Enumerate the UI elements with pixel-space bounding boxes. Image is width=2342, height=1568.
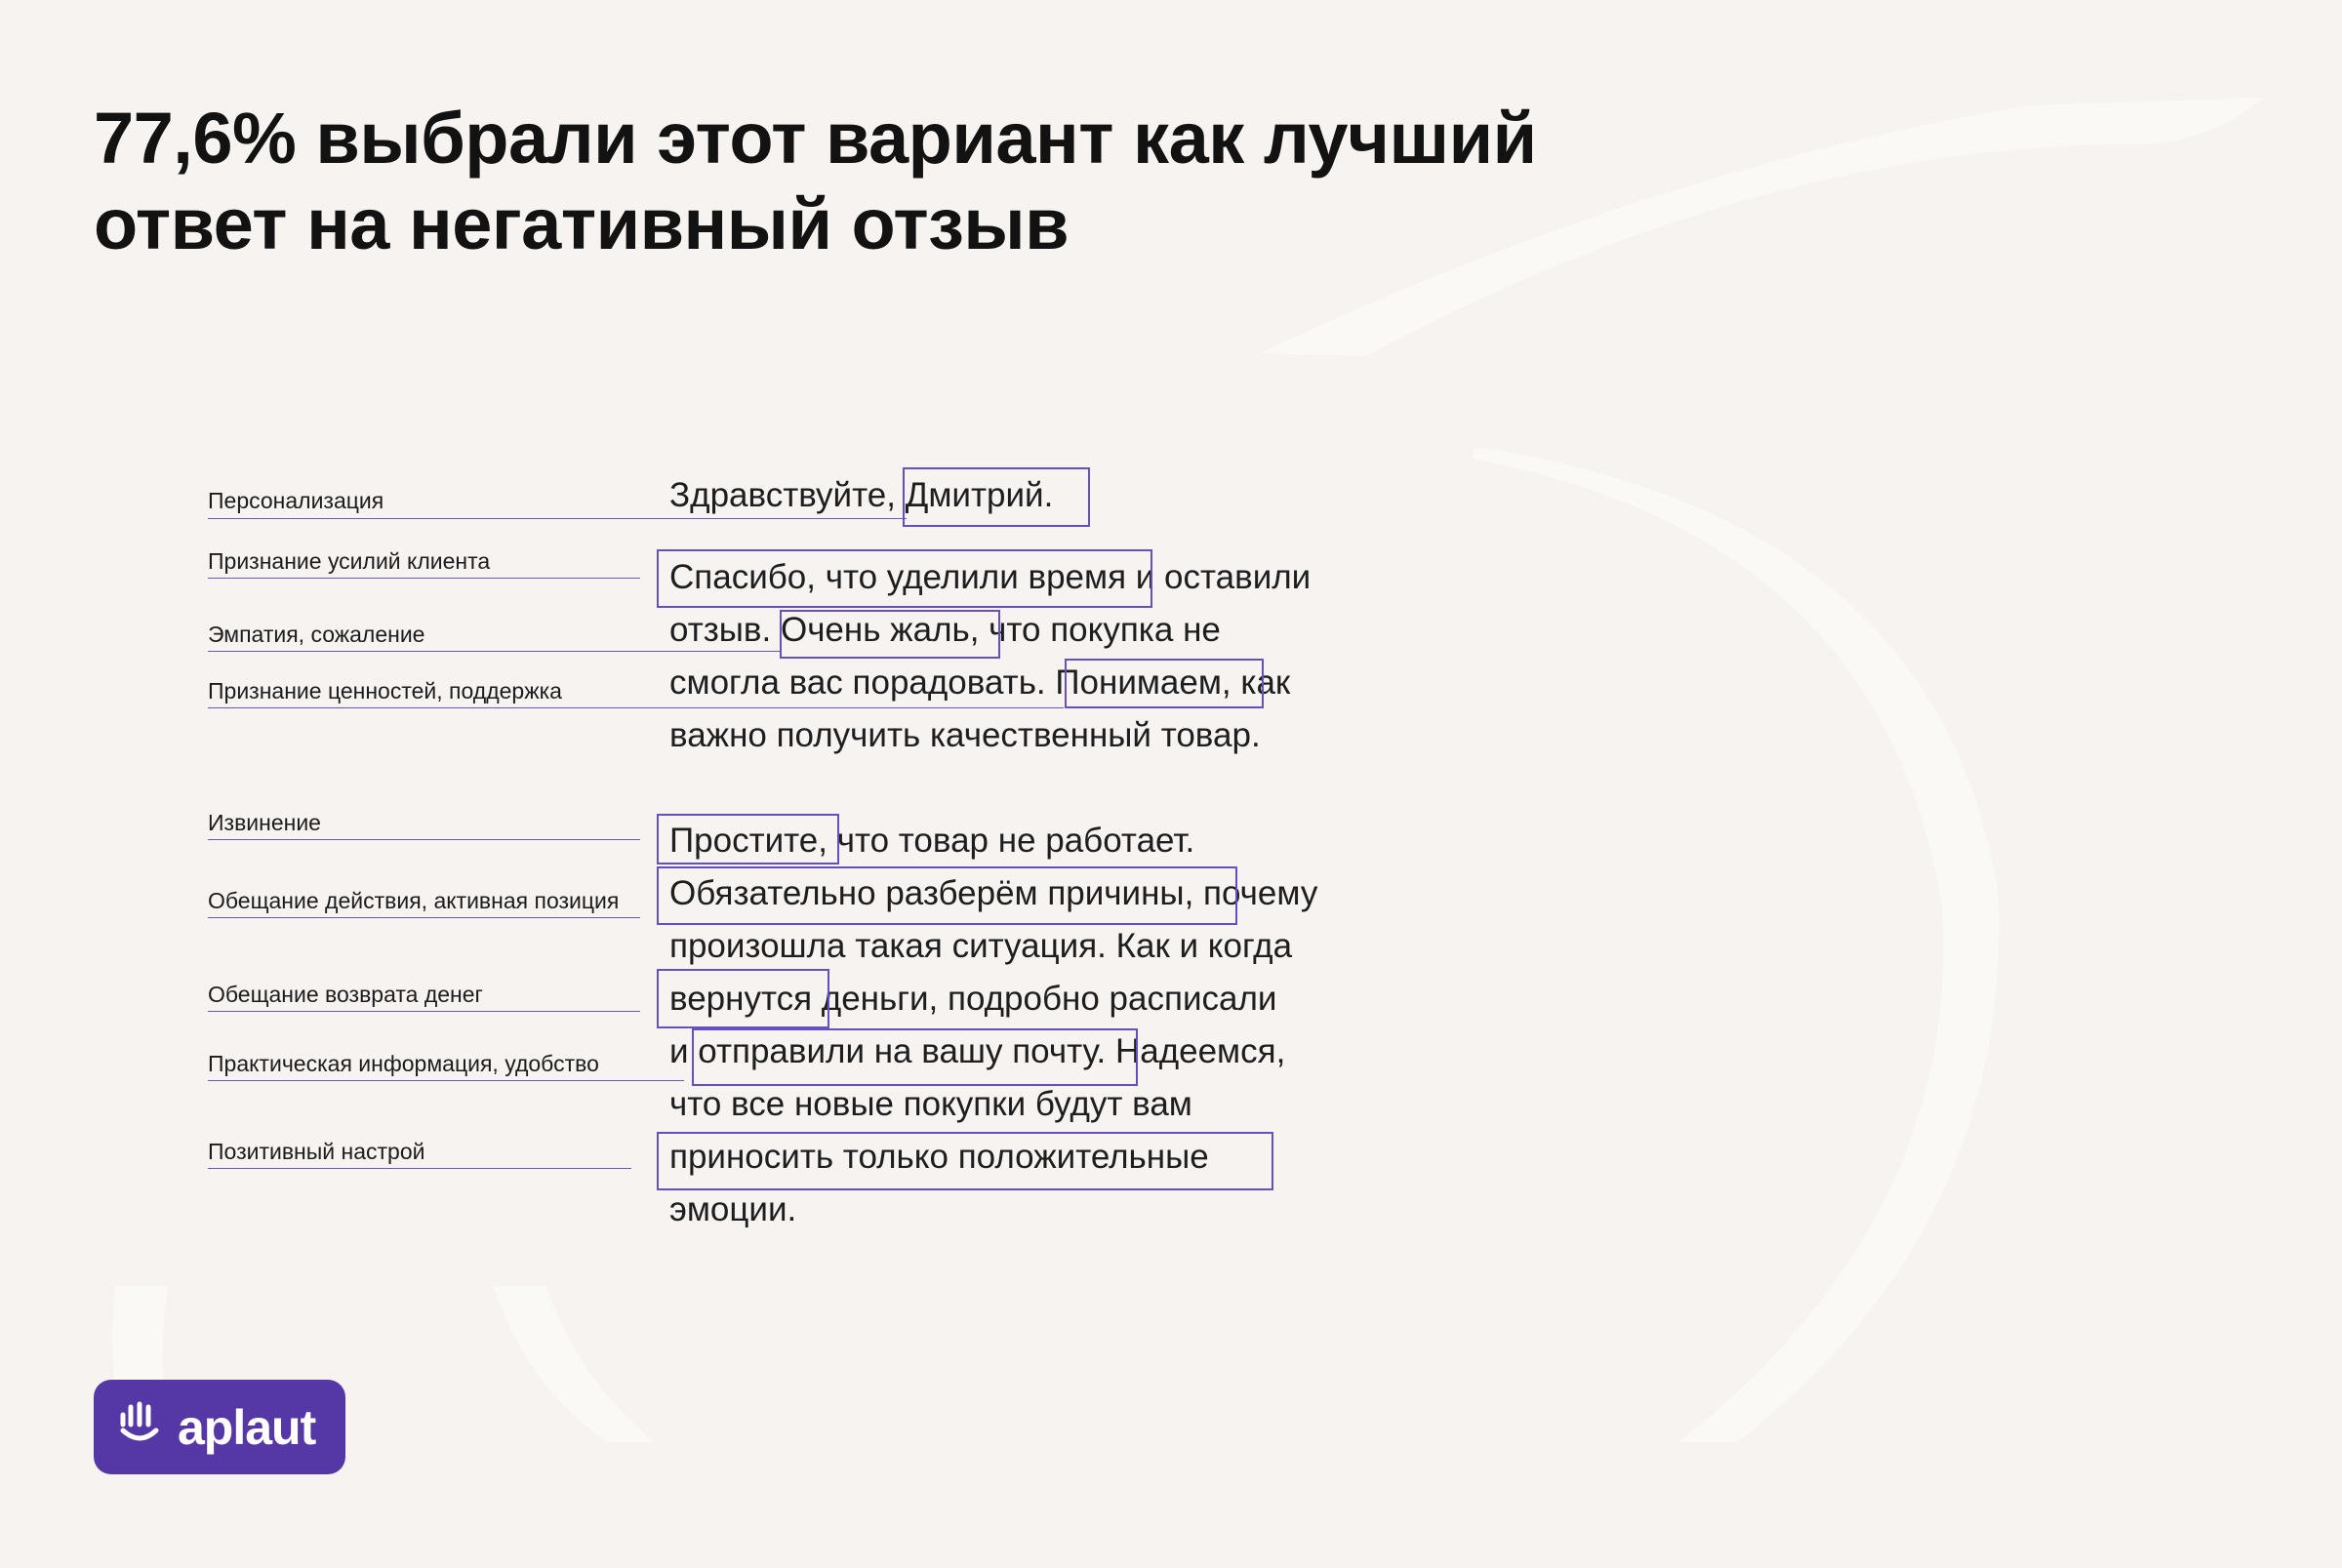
reply-line: Обязательно разберём причины, почему <box>669 874 1318 912</box>
connector-line <box>208 707 1064 708</box>
reply-line: важно получить качественный товар. <box>669 716 1261 754</box>
highlight-box <box>1065 659 1264 708</box>
highlight-box <box>657 1132 1273 1190</box>
reply-line: смогла вас порадовать. Понимаем, как <box>669 663 1291 702</box>
connector-line <box>208 1168 631 1169</box>
reply-line: вернутся деньги, подробно расписали <box>669 980 1277 1018</box>
annotation-values-support: Признание ценностей, поддержка <box>208 678 562 704</box>
highlight-box <box>780 610 1000 659</box>
annotation-positive-mood: Позитивный настрой <box>208 1139 425 1164</box>
connector-line <box>208 578 640 579</box>
connector-line <box>208 1011 640 1012</box>
reply-line: что все новые покупки будут вам <box>669 1085 1192 1123</box>
aplaut-logo <box>94 1380 345 1474</box>
annotation-refund-promise: Обещание возврата денег <box>208 982 483 1007</box>
connector-line <box>208 917 640 918</box>
highlight-box <box>903 467 1090 527</box>
annotation-action-promise: Обещание действия, активная позиция <box>208 888 620 913</box>
highlight-box <box>692 1028 1138 1086</box>
annotation-personalization: Персонализация <box>208 488 384 513</box>
annotation-client-effort: Признание усилий клиента <box>208 548 491 574</box>
highlight-box <box>657 866 1237 925</box>
reply-line: Спасибо, что уделили время и оставили <box>669 558 1312 596</box>
reply-line: отзыв. Очень жаль, что покупка не <box>669 611 1221 649</box>
connector-line <box>208 839 640 840</box>
highlight-box <box>657 814 839 864</box>
brand-name: aplaut <box>178 1399 316 1455</box>
reply-line: Простите, что товар не работает. <box>669 822 1195 860</box>
connector-line <box>208 1080 684 1081</box>
annotation-apology: Извинение <box>208 810 321 835</box>
highlight-box <box>657 969 829 1028</box>
reply-line: эмоции. <box>669 1190 797 1228</box>
reply-line: произошла такая ситуация. Как и когда <box>669 927 1293 965</box>
connector-line <box>208 518 907 519</box>
annotation-practical-info: Практическая информация, удобство <box>208 1051 599 1076</box>
hand-wave-icon <box>119 1401 166 1453</box>
page-title-line-2: ответ на негативный отзыв <box>94 183 1070 264</box>
page-title-line-1: 77,6% выбрали этот вариант как лучший <box>94 98 1537 179</box>
reply-line: и отправили на вашу почту. Надеемся, <box>669 1032 1286 1070</box>
page-title <box>94 96 1537 267</box>
annotation-empathy: Эмпатия, сожаление <box>208 622 425 647</box>
highlight-box <box>657 549 1152 608</box>
reply-line: приносить только положительные <box>669 1138 1209 1176</box>
reply-line: Здравствуйте, Дмитрий. <box>669 476 1054 514</box>
